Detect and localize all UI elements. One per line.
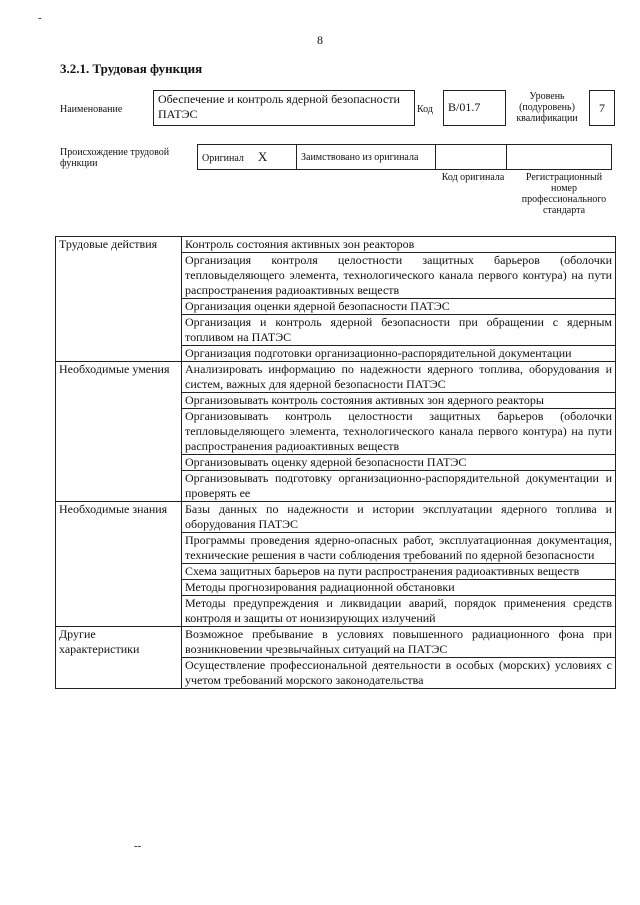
table-cell: Организовывать оценку ядерной безопасности ПАТЭС bbox=[182, 455, 616, 471]
origin-original-label: Оригинал bbox=[202, 153, 244, 164]
table-cell: Организовывать контроль состояния активных зон ядерного реакторы bbox=[182, 393, 616, 409]
origin-mark: X bbox=[257, 149, 268, 164]
table-row bbox=[56, 627, 616, 658]
level-label: Уровень (подуровень) квалификации bbox=[516, 91, 578, 124]
table-cell: Организация контроля целостности защитных барьеров (оболочки тепловыделяющего элемента, технологического канала первого контура) на пути распространения радиоактивных веществ bbox=[182, 253, 616, 299]
table-cell: Анализировать информацию по надежности ядерного топлива, оборудования и систем, важных для ядерной безопасности ПАТЭС bbox=[182, 362, 616, 393]
table-cell: Программы проведения ядерно-опасных работ, эксплуатационная документация, технические решения в части соблюдения требований по ядерной безопасности bbox=[182, 533, 616, 564]
table-cell: Контроль состояния активных зон реакторов bbox=[182, 237, 616, 253]
scan-mark: -- bbox=[134, 840, 142, 852]
table-row bbox=[56, 362, 616, 393]
table-cell: Организовывать подготовку организационно-распорядительной документации и проверять ее bbox=[182, 471, 616, 502]
origin-reg-cell bbox=[507, 145, 612, 170]
labor-actions-label: Трудовые действия bbox=[56, 237, 182, 362]
table-cell: Базы данных по надежности и истории эксплуатации ядерного топлива и оборудования ПАТЭС bbox=[182, 502, 616, 533]
origin-original-cell bbox=[198, 145, 297, 170]
code-value: B/01.7 bbox=[443, 90, 506, 126]
level-value: 7 bbox=[589, 90, 615, 126]
table-cell: Схема защитных барьеров на пути распространения радиоактивных веществ bbox=[182, 564, 616, 580]
table-cell: Методы предупреждения и ликвидации аварий, порядок применения средств контроля и защиты от ионизирующих излучений bbox=[182, 596, 616, 627]
function-table bbox=[55, 236, 616, 689]
table-row bbox=[56, 237, 616, 253]
reg-number-label: Регистрационный номер профессионального стандарта bbox=[521, 172, 607, 216]
table-cell: Организация и контроль ядерной безопасности при обращении с ядерным топливом на ПАТЭС bbox=[182, 315, 616, 346]
knowledge-label: Необходимые знания bbox=[56, 502, 182, 627]
table-row bbox=[56, 502, 616, 533]
name-label: Наименование bbox=[60, 104, 123, 115]
scan-mark: - bbox=[38, 12, 42, 24]
code-label: Код bbox=[417, 104, 433, 115]
section-title: 3.2.1. Трудовая функция bbox=[60, 61, 203, 76]
origin-table bbox=[197, 144, 612, 170]
page-number: 8 bbox=[317, 33, 323, 47]
table-cell: Организовывать контроль целостности защитных барьеров (оболочки тепловыделяющего элемента, технологического канала первого контура) на пути распространения радиоактивных веществ bbox=[182, 409, 616, 455]
code-origin-label: Код оригинала bbox=[441, 172, 505, 183]
origin-label: Происхождение трудовой функции bbox=[60, 147, 170, 169]
table-cell: Возможное пребывание в условиях повышенного радиационного фона при возникновении чрезвычайных ситуаций на ПАТЭС bbox=[182, 627, 616, 658]
table-cell: Организация подготовки организационно-распорядительной документации bbox=[182, 346, 616, 362]
table-cell: Организация оценки ядерной безопасности ПАТЭС bbox=[182, 299, 616, 315]
table-cell: Методы прогнозирования радиационной обстановки bbox=[182, 580, 616, 596]
table-cell: Осуществление профессиональной деятельности в особых (морских) условиях с учетом требований морского законодательства bbox=[182, 658, 616, 689]
other-label: Другие характеристики bbox=[56, 627, 182, 689]
origin-borrowed-cell: Заимствовано из оригинала bbox=[297, 145, 436, 170]
skills-label: Необходимые умения bbox=[56, 362, 182, 502]
name-value: Обеспечение и контроль ядерной безопасности ПАТЭС bbox=[153, 90, 415, 126]
origin-code-cell bbox=[436, 145, 507, 170]
